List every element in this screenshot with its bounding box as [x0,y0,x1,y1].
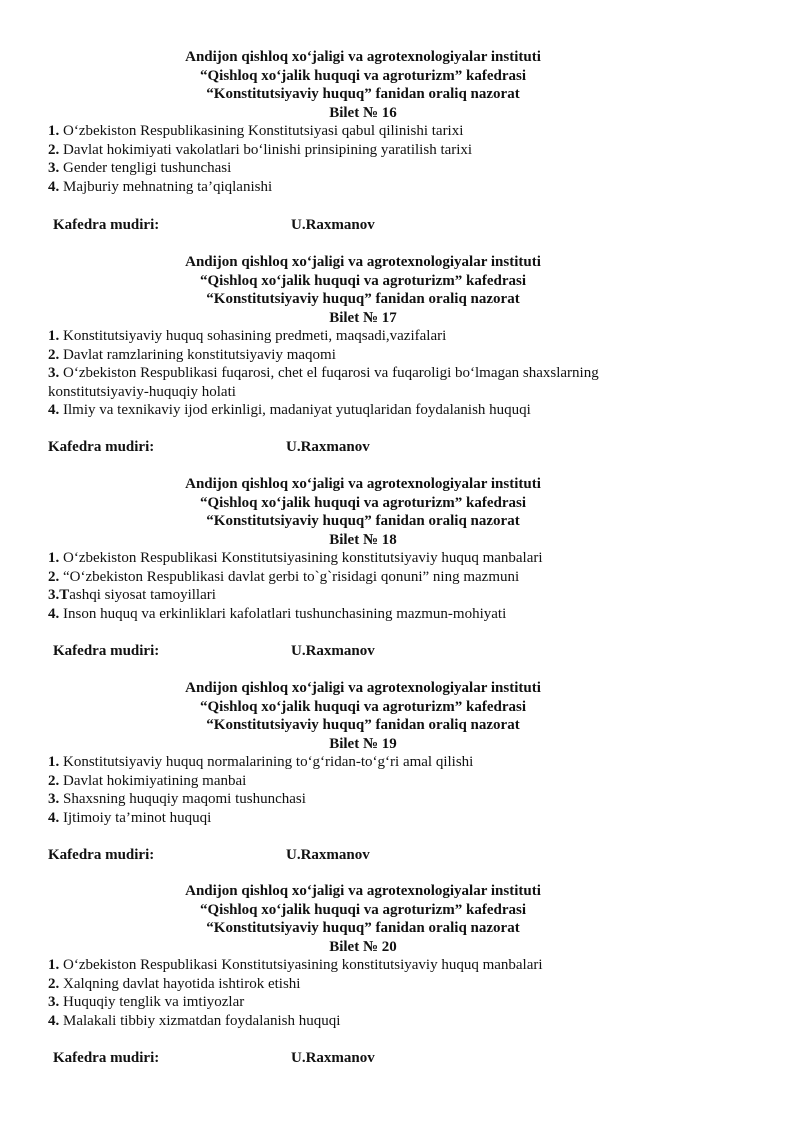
question-text: Konstitutsiyaviy huquq sohasining predmeti, maqsadi,vazifalari [59,328,447,344]
question-number: 3.T [48,587,70,603]
department-title: “Qishloq xo‘jalik huquqi va agroturizm” kafedrasi [199,494,527,511]
question-1 [48,122,668,141]
bilet-number: Bilet № 18 [329,531,397,548]
institute-title: Andijon qishloq xo‘jaligi va agrotexnologiyalar instituti [185,49,541,65]
question-3 [48,790,668,809]
question-text: Gender tengligi tushunchasi [59,160,232,176]
question-2 [48,141,668,160]
question-4 [48,1012,668,1031]
question-text: Davlat ramzlarining konstitutsiyaviy maqomi [59,346,336,363]
exam-title: “Konstitutsiyaviy huquq” fanidan oraliq nazorat [206,920,520,936]
question-text: Ijtimoiy ta’minot huquqi [59,809,212,826]
question-number: 1. [48,328,60,344]
bilet-number: Bilet № 20 [329,938,397,955]
question-text: Malakali tibbiy xizmatdan foydalanish huquqi [59,1012,341,1029]
question-text: Shaxsning huquqiy maqomi tushunchasi [59,791,306,807]
signature-label: Kafedra mudiri: [48,439,155,455]
question-3 [48,586,668,605]
exam-title: “Konstitutsiyaviy huquq” fanidan oraliq nazorat [206,717,520,733]
bilet-number: Bilet № 16 [329,104,397,121]
question-text: “O‘zbekiston Respublikasi davlat gerbi to`g`risidagi qonuni” ning mazmuni [59,568,520,585]
bilet-number: Bilet № 17 [329,309,397,326]
question-number: 3. [48,160,60,176]
question-number: 3. [48,994,60,1010]
question-3 [48,364,648,401]
signature-label: Kafedra mudiri: [53,217,160,233]
question-3 [48,993,668,1012]
signature-name: U.Raxmanov [291,643,375,659]
ticket-17 [48,253,668,420]
question-4 [48,178,668,197]
question-2 [48,772,668,791]
question-number: 3. [48,791,60,807]
question-1 [48,549,668,568]
institute-title: Andijon qishloq xo‘jaligi va agrotexnologiyalar instituti [185,680,541,696]
question-number: 4. [48,809,60,826]
question-number: 1. [48,754,60,770]
signature-name: U.Raxmanov [286,847,370,863]
exam-title: “Konstitutsiyaviy huquq” fanidan oraliq nazorat [206,513,520,529]
question-number: 4. [48,1012,60,1029]
question-3 [48,159,668,178]
question-number: 1. [48,123,60,139]
institute-title: Andijon qishloq xo‘jaligi va agrotexnologiyalar instituti [185,883,541,899]
question-number: 2. [48,141,60,158]
signature-name: U.Raxmanov [286,439,370,455]
question-text: Majburiy mehnatning ta’qiqlanishi [59,178,273,195]
question-number: 3. [48,365,60,381]
question-number: 2. [48,975,60,992]
bilet-number: Bilet № 19 [329,735,397,752]
ticket-16 [48,48,668,196]
question-1 [48,956,668,975]
signature-label: Kafedra mudiri: [48,847,155,863]
question-number: 2. [48,346,60,363]
question-number: 1. [48,957,60,973]
ticket-19 [48,679,668,827]
ticket-20 [48,882,668,1030]
question-text: Davlat hokimiyatining manbai [59,772,247,789]
question-number: 1. [48,550,60,566]
department-title: “Qishloq xo‘jalik huquqi va agroturizm” kafedrasi [199,901,527,918]
question-1 [48,753,668,772]
department-title: “Qishloq xo‘jalik huquqi va agroturizm” kafedrasi [199,698,527,715]
question-text: Konstitutsiyaviy huquq normalarining to‘g‘ridan-to‘g‘ri amal qilishi [59,754,474,770]
ticket-18 [48,475,668,623]
question-number: 2. [48,772,60,789]
question-1 [48,327,668,346]
signature-label: Kafedra mudiri: [53,1050,160,1066]
question-number: 2. [48,568,60,585]
signature-label: Kafedra mudiri: [53,643,160,659]
question-text: Inson huquq va erkinliklari kafolatlari tushunchasining mazmun-mohiyati [59,605,507,622]
department-title: “Qishloq xo‘jalik huquqi va agroturizm” kafedrasi [199,67,527,84]
question-4 [48,605,668,624]
question-text: Xalqning davlat hayotida ishtirok etishi [59,975,301,992]
question-4 [48,401,668,420]
question-text: ashqi siyosat tamoyillari [69,587,216,603]
exam-title: “Konstitutsiyaviy huquq” fanidan oraliq nazorat [206,291,520,307]
institute-title: Andijon qishloq xo‘jaligi va agrotexnologiyalar instituti [185,254,541,270]
exam-title: “Konstitutsiyaviy huquq” fanidan oraliq nazorat [206,86,520,102]
question-2 [48,975,668,994]
question-text: Huquqiy tenglik va imtiyozlar [59,994,245,1010]
question-4 [48,809,668,828]
question-text: O‘zbekiston Respublikasining Konstitutsiyasi qabul qilinishi tarixi [59,123,464,139]
question-2 [48,568,668,587]
question-number: 4. [48,605,60,622]
question-number: 4. [48,178,60,195]
question-number: 4. [48,402,60,418]
institute-title: Andijon qishloq xo‘jaligi va agrotexnologiyalar instituti [185,476,541,492]
signature-name: U.Raxmanov [291,1050,375,1066]
question-2 [48,346,668,365]
question-text: O‘zbekiston Respublikasi Konstitutsiyasining konstitutsiyaviy huquq manbalari [59,550,543,566]
question-text: O‘zbekiston Respublikasi Konstitutsiyasining konstitutsiyaviy huquq manbalari [59,957,543,973]
question-text: Davlat hokimiyati vakolatlari bo‘linishi prinsipining yaratilish tarixi [59,141,473,158]
signature-name: U.Raxmanov [291,217,375,233]
question-text: O‘zbekiston Respublikasi fuqarosi, chet el fuqarosi va fuqaroligi bo‘lmagan shaxslarning konstitutsiyaviy-huquqiy holati [48,365,599,400]
department-title: “Qishloq xo‘jalik huquqi va agroturizm” kafedrasi [199,272,527,289]
question-text: Ilmiy va texnikaviy ijod erkinligi, madaniyat yutuqlaridan foydalanish huquqi [59,402,531,418]
